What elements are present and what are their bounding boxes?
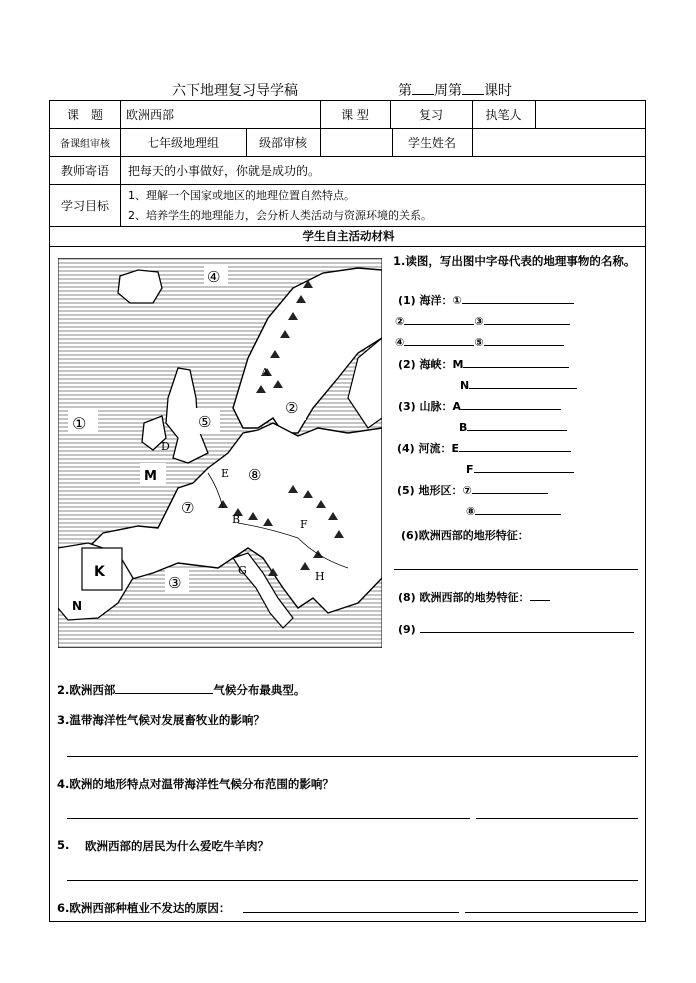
q8-label: (8) 欧洲西部的地势特征： <box>398 589 550 605</box>
author-label: 执笔人 <box>485 108 522 122</box>
map-label-7: ⑦ <box>181 499 195 517</box>
doc-title: 六下地理复习导学稿 <box>172 83 298 99</box>
map-label-1: ① <box>72 414 87 433</box>
q4-answer-line-2[interactable] <box>476 818 638 819</box>
ocean-3-blank[interactable] <box>484 313 570 325</box>
map-label-G: G <box>238 564 247 577</box>
student-name-field[interactable] <box>476 128 636 156</box>
goal-2: 2、培养学生的地理能力，会分析人类活动与资源环境的关系。 <box>128 208 432 222</box>
landform-label: (5) 地形区：⑦ <box>397 482 548 498</box>
student-label: 学生姓名 <box>407 135 456 150</box>
teacher-value: 把每天的小事做好，你就是成功的。 <box>128 163 321 178</box>
strait-n-row: N <box>460 377 577 392</box>
q9-label: (9) <box>398 621 634 636</box>
goal-label: 学习目标 <box>60 198 109 213</box>
ocean-1-blank[interactable] <box>462 292 574 304</box>
q5-number: 5. <box>57 838 70 852</box>
q6-terrain-label: (6)欧洲西部的地形特征： <box>401 529 529 542</box>
q9-blank[interactable] <box>420 621 634 633</box>
col-divider <box>120 101 121 226</box>
q2-text: 2.欧洲西部 气候分布最典型。 <box>57 683 306 697</box>
col-divider <box>535 101 536 128</box>
q6-answer-line-1[interactable] <box>243 912 459 913</box>
europe-map <box>58 258 382 648</box>
q2-blank[interactable] <box>115 682 213 694</box>
q4-answer-line-1[interactable] <box>67 818 470 819</box>
strait-label: (2) 海峡：M <box>398 356 569 372</box>
row-divider <box>50 246 645 247</box>
landform-8-row: ⑧ <box>466 503 561 518</box>
map-label-H: H <box>315 570 325 583</box>
landform-7-blank[interactable] <box>472 482 548 494</box>
q6-answer-line-2[interactable] <box>465 912 638 913</box>
map-label-M: M <box>144 469 157 484</box>
type-label: 课 型 <box>341 108 369 122</box>
map-label-K: K <box>94 564 105 580</box>
topic-label: 课 题 <box>66 108 103 122</box>
river-f-blank[interactable] <box>474 461 574 473</box>
col-divider <box>472 128 473 156</box>
q4-text: 4.欧洲的地形特点对温带海洋性气候分布范围的影响？ <box>57 777 334 791</box>
map-label-3: ③ <box>168 574 182 592</box>
river-e-blank[interactable] <box>459 440 571 452</box>
goal-1: 1、理解一个国家或地区的地理位置自然特点。 <box>128 188 355 202</box>
map-label-F: F <box>300 518 308 531</box>
q5-answer-line[interactable] <box>67 880 638 881</box>
topic-value: 欧洲西部 <box>126 108 175 122</box>
map-label-E: E <box>221 467 230 480</box>
q6-answer-line[interactable] <box>394 569 638 570</box>
map-label-B: B <box>232 513 241 526</box>
author-value[interactable] <box>540 101 640 128</box>
ocean-2-blank[interactable] <box>404 313 474 325</box>
ocean-label: (1) 海洋：① <box>398 292 574 308</box>
map-label-2: ② <box>285 399 299 417</box>
dept-label: 级部审核 <box>258 135 307 150</box>
dept-value[interactable] <box>322 128 390 156</box>
q3-answer-line[interactable] <box>67 756 638 757</box>
strait-m-blank[interactable] <box>463 356 569 368</box>
ocean-row-3: ④ ⑤ <box>395 334 564 349</box>
map-label-D: D <box>161 440 170 453</box>
mountain-b-row: B <box>459 419 567 434</box>
map-label-A: A <box>261 366 269 379</box>
q1-text: 1.读图，写出图中字母代表的地理事物的名称。 <box>393 254 636 268</box>
map-label-N: N <box>72 599 83 613</box>
q8-blank[interactable] <box>530 589 550 601</box>
prep-label: 备课组审核 <box>60 138 110 150</box>
mountain-a-blank[interactable] <box>461 398 561 410</box>
strait-n-blank[interactable] <box>469 377 577 389</box>
mountain-label: (3) 山脉：A <box>398 398 561 414</box>
mountain-b-blank[interactable] <box>467 419 567 431</box>
teacher-label: 教师寄语 <box>60 163 109 178</box>
ocean-4-blank[interactable] <box>404 334 474 346</box>
map-label-8: ⑧ <box>248 466 262 484</box>
map-label-5: ⑤ <box>198 413 212 431</box>
ocean-5-blank[interactable] <box>484 334 564 346</box>
landform-8-blank[interactable] <box>475 503 561 515</box>
q6-bottom-text: 6.欧洲西部种植业不发达的原因： <box>57 901 231 915</box>
q3-text: 3.温带海洋性气候对发展畜牧业的影响？ <box>57 713 265 727</box>
type-value: 复习 <box>418 108 443 122</box>
q5-text: 欧洲西部的居民为什么爱吃牛羊肉？ <box>85 839 269 853</box>
ocean-row-2: ② ③ <box>395 313 570 328</box>
iceland-landmass <box>118 270 162 303</box>
period-info: 第 周第 课时 <box>398 83 512 99</box>
prep-value: 七年级地理组 <box>146 135 219 150</box>
river-f-row: F <box>466 461 574 476</box>
map-label-4: ④ <box>207 268 221 286</box>
river-label: (4) 河流：E <box>397 440 571 456</box>
section-title: 学生自主活动材料 <box>302 229 395 243</box>
